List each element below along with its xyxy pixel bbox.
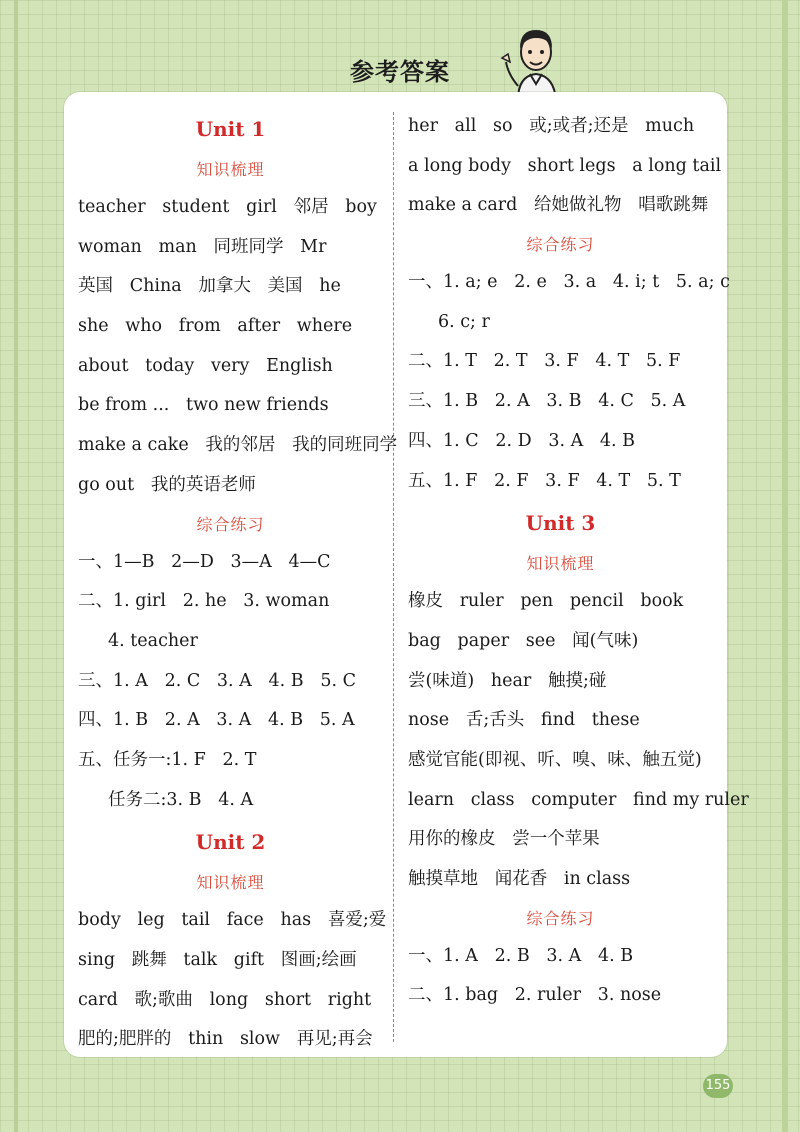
page-title: 参考答案 (350, 58, 450, 86)
answer-line: nose 舌;舌头 find these (408, 710, 640, 731)
answer-line: 任务二:3. B 4. A (108, 789, 254, 810)
page-edge-left (14, 0, 18, 1132)
answer-line: 四、1. C 2. D 3. A 4. B (408, 430, 636, 451)
answer-line: learn class computer find my ruler (408, 789, 749, 810)
answer-line: 一、1. A 2. B 3. A 4. B (408, 945, 634, 966)
answer-line: card 歌;歌曲 long short right (78, 989, 372, 1010)
answer-line: 二、1. bag 2. ruler 3. nose (408, 985, 662, 1006)
left-column (78, 107, 398, 1060)
right-column (408, 107, 749, 1016)
answer-line: body leg tail face has 喜爱;爱 (78, 910, 387, 931)
section-heading: 知识梳理 (196, 160, 265, 179)
unit-title: Unit 2 (195, 830, 266, 855)
answer-line: bag paper see 闻(气味) (408, 630, 639, 651)
answer-line: woman man 同班同学 Mr (78, 236, 327, 257)
answer-line: make a cake 我的邻居 我的同班同学 (78, 435, 398, 456)
answer-line: 英国 China 加拿大 美国 he (78, 276, 341, 297)
answer-line: go out 我的英语老师 (78, 474, 256, 495)
answer-line: she who from after where (78, 316, 353, 337)
answer-line: a long body short legs a long tail (408, 155, 722, 176)
unit-title: Unit 3 (525, 511, 596, 536)
answer-line: 触摸草地 闻花香 in class (408, 869, 631, 889)
answer-line: 用你的橡皮 尝一个苹果 (408, 829, 600, 850)
answer-line: 橡皮 ruler pen pencil book (408, 591, 684, 612)
answer-line: 二、1. T 2. T 3. F 4. T 5. F (408, 351, 681, 372)
answer-line: sing 跳舞 talk gift 图画;绘画 (78, 950, 357, 970)
answer-line: be from ... two new friends (78, 395, 329, 416)
section-heading: 知识梳理 (526, 554, 595, 574)
answer-line: teacher student girl 邻居 boy (78, 197, 377, 217)
pointing-boy-mascot-icon (500, 18, 572, 100)
answer-line: 二、1. girl 2. he 3. woman (78, 591, 330, 612)
page-number-badge: 155 (703, 1074, 733, 1098)
page-edge-right (782, 0, 788, 1132)
section-heading: 综合练习 (526, 235, 595, 255)
answer-line: 感觉官能(即视、听、嗅、味、触五觉) (408, 749, 702, 770)
section-heading: 综合练习 (526, 908, 595, 928)
answer-line: 四、1. B 2. A 3. A 4. B 5. A (78, 710, 355, 731)
section-heading: 知识梳理 (196, 873, 265, 893)
answer-line: make a card 给她做礼物 唱歌跳舞 (408, 195, 709, 216)
answer-line: 五、1. F 2. F 3. F 4. T 5. T (408, 470, 681, 491)
answer-line: about today very English (78, 355, 333, 376)
answer-line: 肥的;肥胖的 thin slow 再见;再会 (78, 1029, 373, 1050)
unit-title: Unit 1 (195, 117, 266, 141)
answer-line: 三、1. A 2. C 3. A 4. B 5. C (78, 670, 356, 691)
section-heading: 综合练习 (196, 514, 265, 534)
answer-line: 三、1. B 2. A 3. B 4. C 5. A (408, 391, 686, 412)
column-divider (393, 112, 394, 1042)
answer-line: 一、1—B 2—D 3—A 4—C (78, 551, 331, 572)
answer-line: 6. c; r (438, 311, 490, 332)
answer-line: 尝(味道) hear 触摸;碰 (408, 670, 607, 691)
answer-line: her all so 或;或者;还是 much (408, 116, 695, 136)
answer-line: 4. teacher (108, 630, 198, 651)
answer-line: 一、1. a; e 2. e 3. a 4. i; t 5. a; c (408, 272, 730, 293)
answer-line: 五、任务一:1. F 2. T (78, 749, 257, 770)
